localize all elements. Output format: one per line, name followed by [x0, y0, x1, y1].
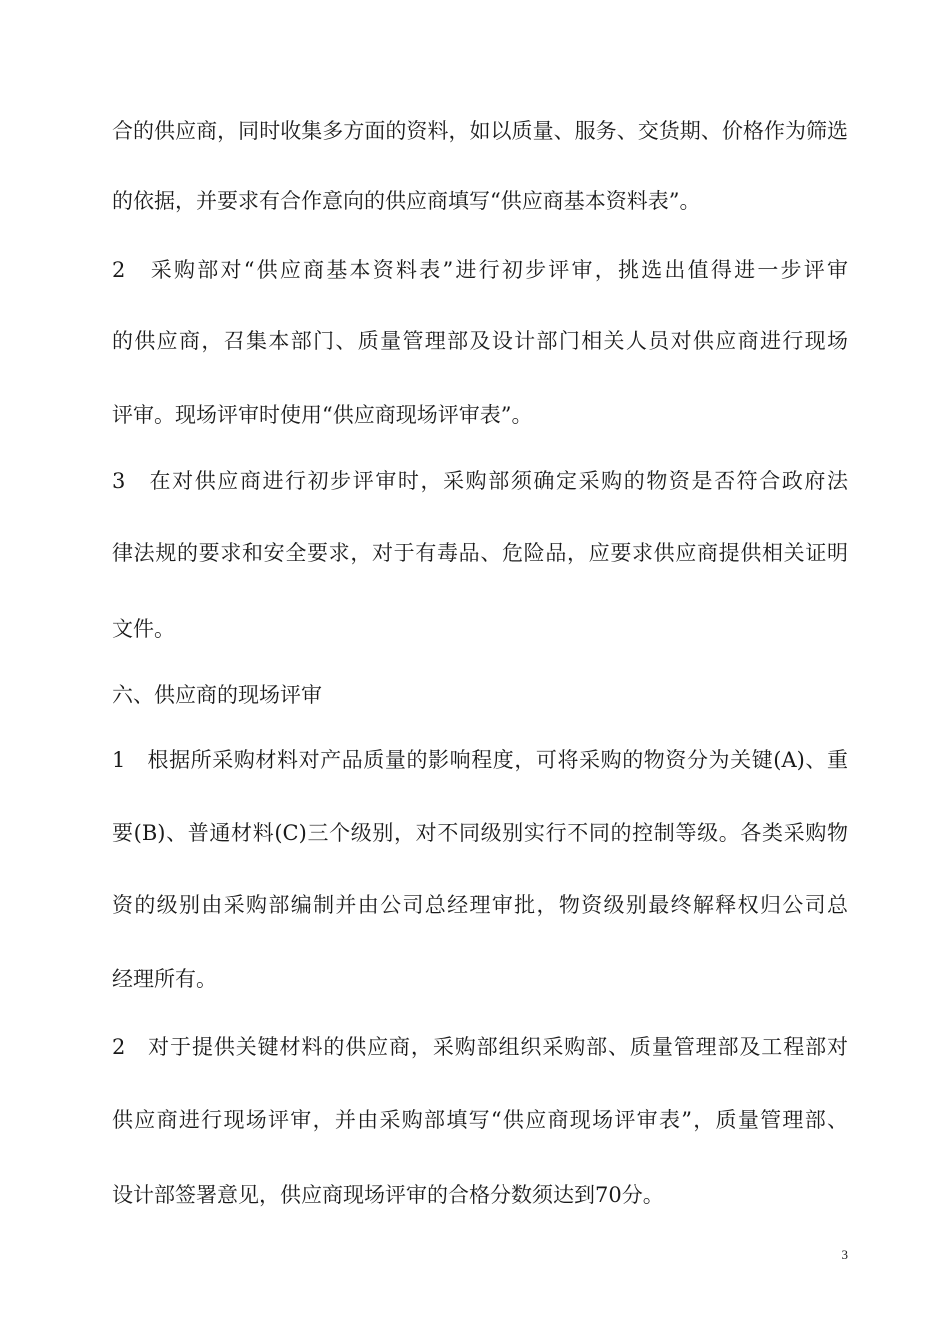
text-line: 2 对于提供关键材料的供应商，采购部组织采购部、质量管理部及工程部对	[112, 1035, 848, 1059]
text-line: 要(B)、普通材料(C)三个级别，对不同级别实行不同的控制等级。各类采购物	[112, 821, 848, 845]
text-line: 文件。	[112, 617, 175, 641]
text-line: 律法规的要求和安全要求，对于有毒品、危险品，应要求供应商提供相关证明	[112, 541, 848, 565]
text-line: 经理所有。	[112, 967, 217, 991]
section-heading: 六、供应商的现场评审	[112, 683, 322, 707]
text-line: 设计部签署意见，供应商现场评审的合格分数须达到70分。	[112, 1183, 664, 1207]
text-line: 合的供应商，同时收集多方面的资料，如以质量、服务、交货期、价格作为筛选	[112, 119, 848, 143]
text-line: 的供应商，召集本部门、质量管理部及设计部门相关人员对供应商进行现场	[112, 329, 848, 353]
text-line: 3 在对供应商进行初步评审时，采购部须确定采购的物资是否符合政府法	[112, 469, 848, 493]
text-line: 评审。现场评审时使用“供应商现场评审表”。	[112, 403, 533, 427]
text-line: 的依据，并要求有合作意向的供应商填写“供应商基本资料表”。	[112, 189, 701, 213]
text-line: 2 采购部对“供应商基本资料表”进行初步评审，挑选出值得进一步评审	[112, 258, 848, 282]
text-line: 资的级别由采购部编制并由公司总经理审批，物资级别最终解释权归公司总	[112, 893, 848, 917]
text-line: 1 根据所采购材料对产品质量的影响程度，可将采购的物资分为关键(A)、重	[112, 748, 848, 772]
page-number: 3	[841, 1247, 848, 1262]
text-line: 供应商进行现场评审，并由采购部填写“供应商现场评审表”，质量管理部、	[112, 1108, 848, 1132]
